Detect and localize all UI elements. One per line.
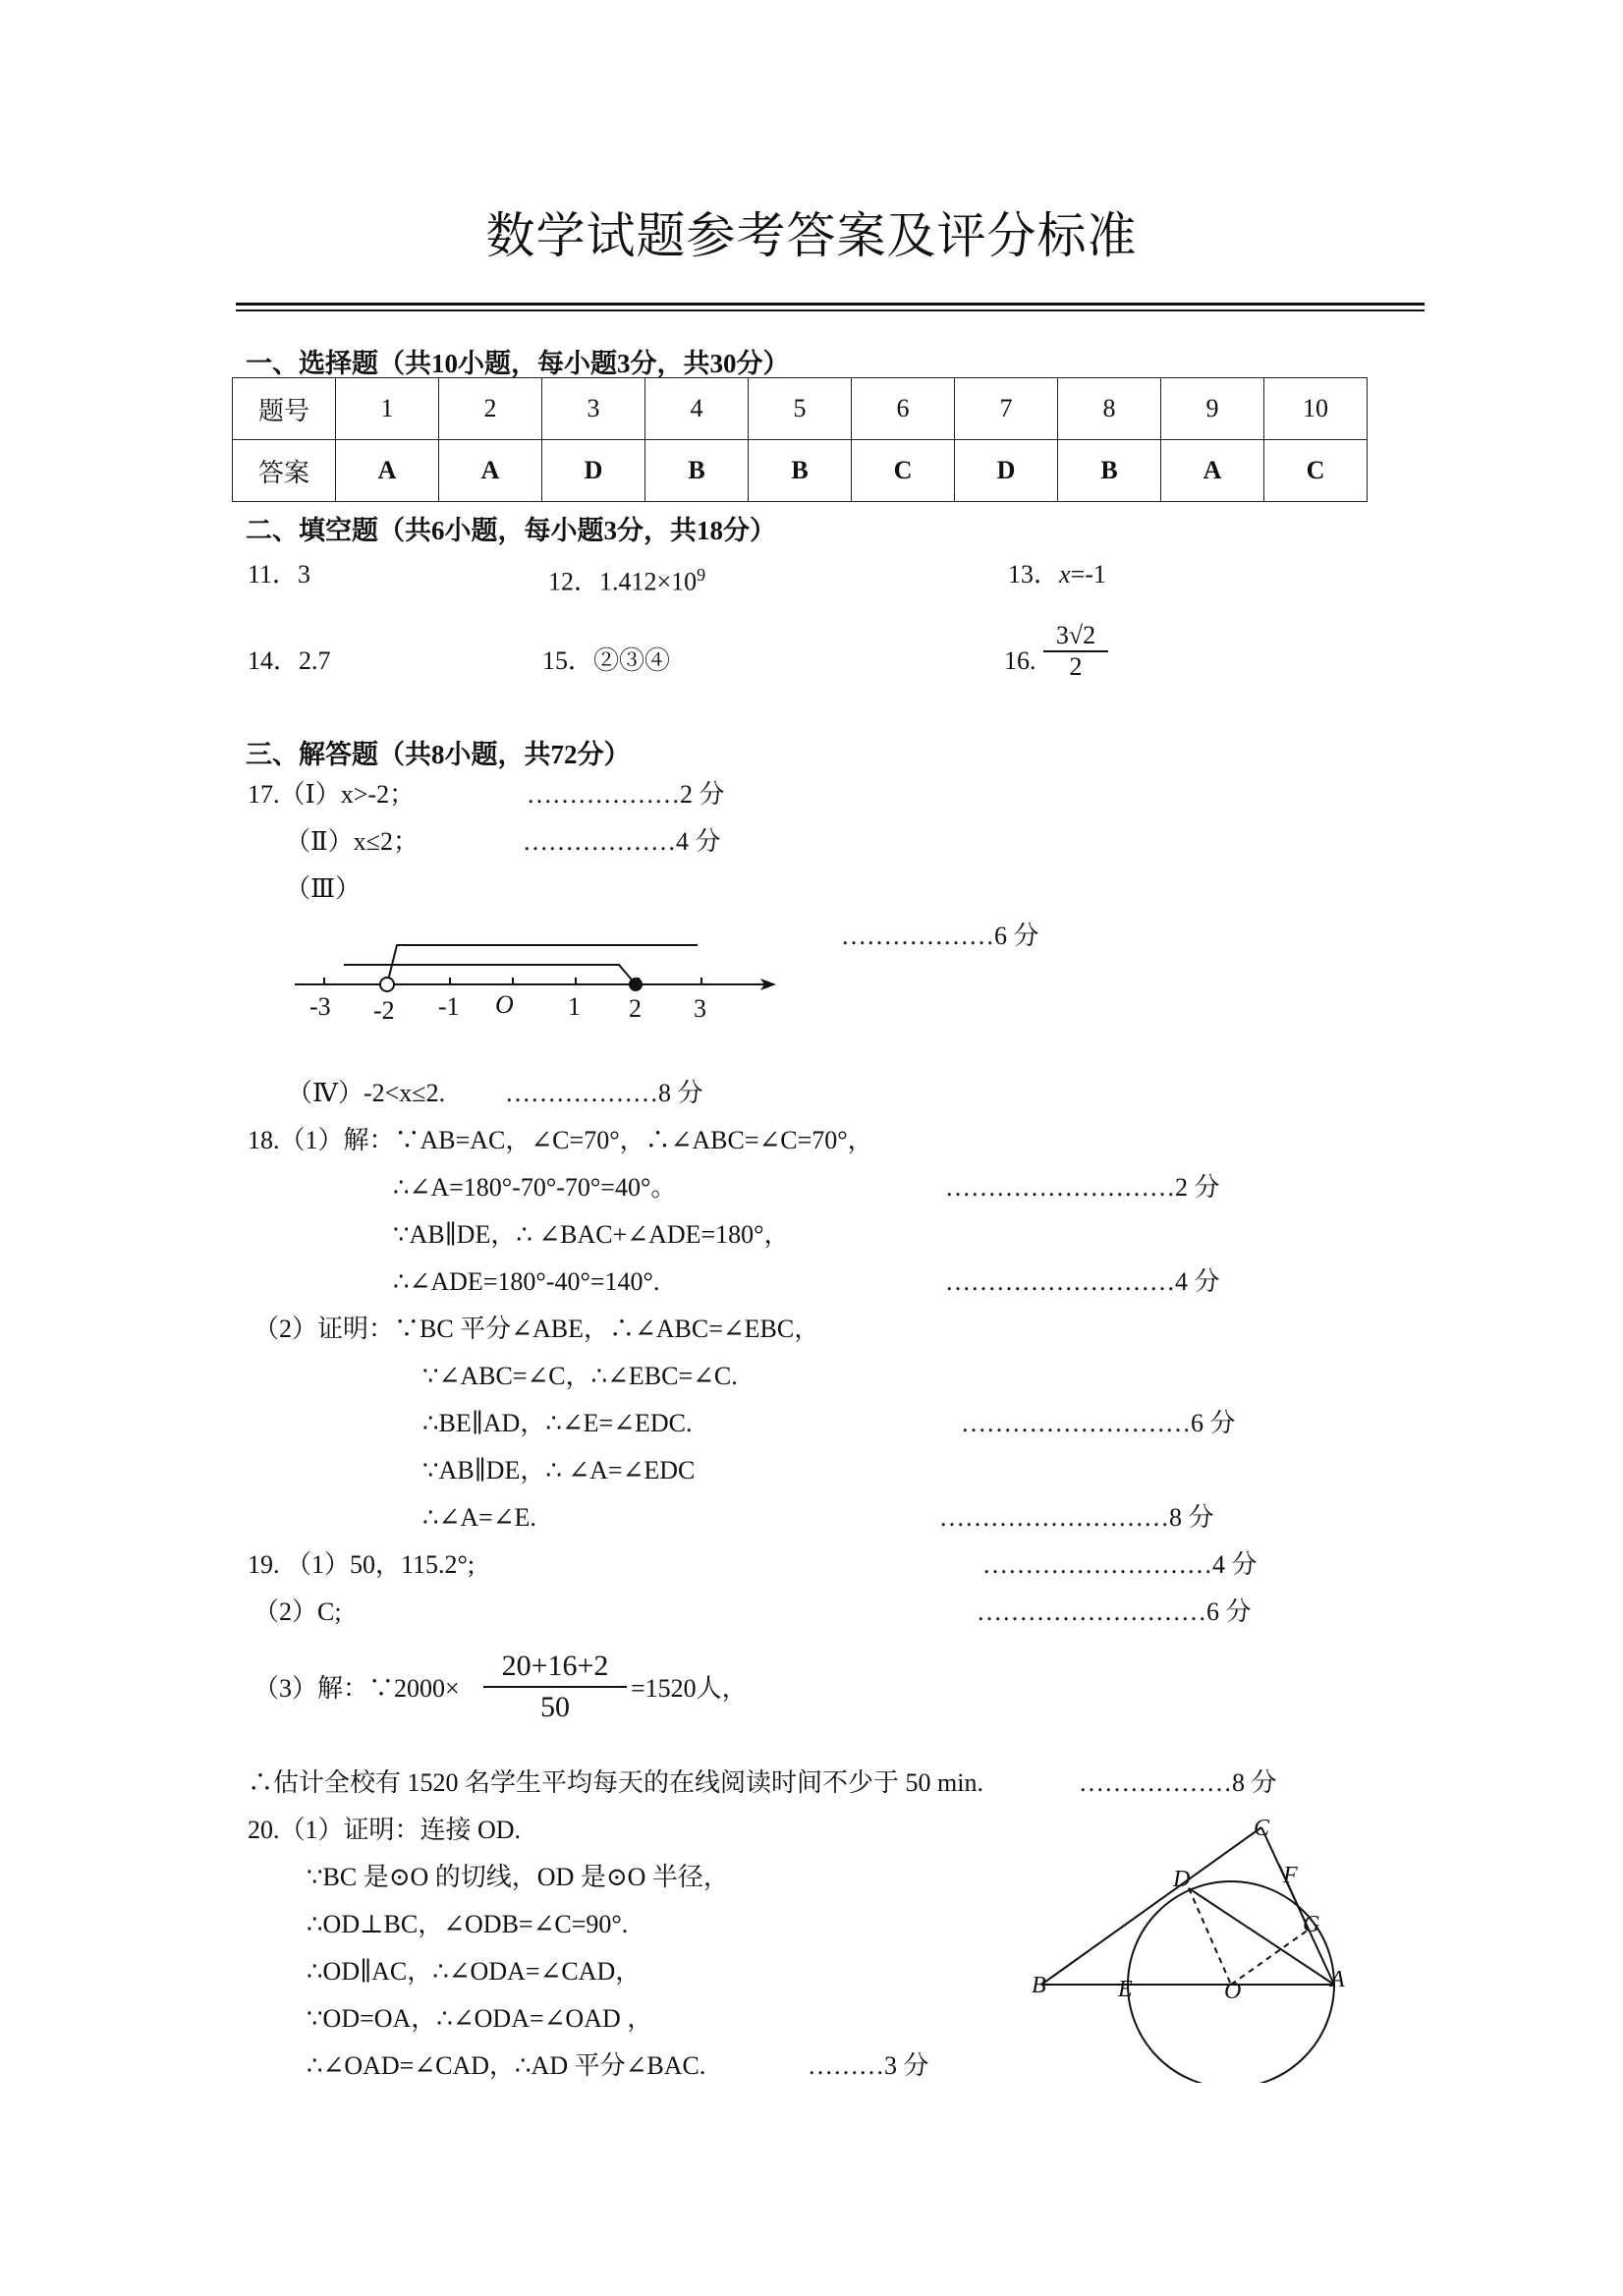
table-cell: C [852, 440, 955, 502]
q18-line4-score: ………………………4 分 [945, 1267, 1220, 1296]
q19-fraction [483, 1647, 627, 1727]
q17-line3: （Ⅲ） [285, 874, 362, 903]
tick-label-origin: O [495, 990, 514, 1019]
q18-line7-score: ………………………6 分 [961, 1409, 1236, 1437]
q17-line1: 17.（Ⅰ）x>-2； [248, 780, 416, 809]
q19-line1: 19. （1）50，115.2°; [248, 1550, 476, 1579]
filled-circle-2 [629, 978, 643, 991]
answer-q15: 15．②③④ [542, 646, 671, 675]
answer-q16-prefix: 16. [1004, 646, 1036, 675]
title-rule-top [236, 303, 1425, 306]
q20-line6-score: ………3 分 [808, 2051, 929, 2080]
q18-line3: ∵AB∥DE，∴ ∠BAC+∠ADE=180°， [393, 1220, 790, 1249]
section2-heading: 二、填空题（共6小题，每小题3分，共18分） [246, 516, 776, 545]
q17-line2: （Ⅱ）x≤2； [285, 827, 419, 856]
tick-label: -1 [438, 992, 460, 1021]
q20-line5: ∵OD=OA，∴∠ODA=∠OAD ， [307, 2004, 653, 2033]
title-rule-bottom [236, 309, 1425, 311]
table-row-answers [233, 440, 1368, 502]
point-label-e: E [1118, 1977, 1133, 2002]
fraction-numerator: 3√2 [1055, 621, 1096, 649]
section3-heading: 三、解答题（共8小题，共72分） [246, 740, 631, 769]
table-cell: 9 [1161, 378, 1264, 440]
table-cell: A [336, 440, 439, 502]
table-cell: 3 [542, 378, 645, 440]
tick-label: -2 [373, 996, 395, 1025]
fraction-denominator: 50 [483, 1686, 627, 1727]
table-cell: A [1161, 440, 1264, 502]
table-cell: 2 [439, 378, 542, 440]
q19-line4: ∴估计全校有 1520 名学生平均每天的在线阅读时间不少于 50 min. [248, 1768, 983, 1797]
table-cell: D [542, 440, 645, 502]
table-cell: 1 [336, 378, 439, 440]
table-cell: 10 [1264, 378, 1368, 440]
q17-line4: （Ⅳ）-2<x≤2. [287, 1079, 446, 1107]
tick-label: 1 [568, 992, 581, 1021]
q19-line4-score: ………………8 分 [1079, 1768, 1277, 1797]
q18-line1: 18.（1）解：∵AB=AC，∠C=70°，∴∠ABC=∠C=70°， [248, 1126, 873, 1154]
q18-line8: ∵AB∥DE，∴ ∠A=∠EDC [422, 1456, 696, 1484]
row-label-ans: 答案 [233, 440, 336, 502]
q18-line9-score: ………………………8 分 [939, 1503, 1214, 1532]
geometry-diagram [1022, 1808, 1375, 2083]
q19-line3-suffix: =1520人， [631, 1674, 748, 1703]
answer-q12: 12．$1.412\times 10^9$ [548, 565, 706, 596]
point-label-b: B [1032, 1973, 1046, 1998]
tick-label: 2 [629, 994, 642, 1023]
fraction-numerator: 20+16+2 [501, 1650, 609, 1682]
q17-line2-score: ………………4 分 [523, 827, 721, 856]
point-label-f: F [1283, 1863, 1298, 1888]
q18-line5: （2）证明：∵BC 平分∠ABE，∴∠ABC=∠EBC， [253, 1315, 820, 1343]
page-title: 数学试题参考答案及评分标准 [485, 208, 1138, 263]
answer-q11: 11．3 [248, 560, 311, 588]
q18-line2: ∴∠A=180°-70°-70°=40°。 [393, 1173, 677, 1202]
table-cell: D [955, 440, 1058, 502]
fraction-denominator: 2 [1043, 650, 1108, 682]
section1-heading: 一、选择题（共10小题，每小题3分，共30分） [246, 349, 790, 378]
table-cell: C [1264, 440, 1368, 502]
q18-line4: ∴∠ADE=180°-40°=140°. [393, 1267, 660, 1296]
table-cell: A [439, 440, 542, 502]
q20-line3: ∴OD⊥BC，∠ODB=∠C=90°. [307, 1910, 629, 1938]
tick-label: 3 [694, 994, 706, 1023]
table-cell: 8 [1058, 378, 1161, 440]
table-cell: B [645, 440, 749, 502]
q18-line2-score: ………………………2 分 [945, 1173, 1220, 1202]
q20-line4: ∴OD∥AC，∴∠ODA=∠CAD， [307, 1957, 642, 1986]
q17-line1-score: ………………2 分 [527, 780, 725, 809]
line-og-dashed [1231, 1930, 1309, 1985]
table-cell: B [749, 440, 852, 502]
answer-q13: 13．x=-1 [1008, 560, 1106, 588]
answer-q16-fraction [1043, 621, 1108, 682]
q19-line2: （2）C; [253, 1597, 342, 1626]
table-row-numbers [233, 378, 1368, 440]
open-circle-minus2 [380, 978, 394, 991]
point-label-a: A [1330, 1967, 1345, 1992]
point-label-c: C [1254, 1816, 1270, 1841]
q18-line6: ∵∠ABC=∠C，∴∠EBC=∠C. [422, 1362, 738, 1390]
q18-line7: ∴BE∥AD，∴∠E=∠EDC. [422, 1409, 693, 1437]
number-line-diagram [285, 924, 786, 1032]
q20-line2: ∵BC 是⊙O 的切线，OD 是⊙O 半径， [307, 1863, 729, 1891]
answer-q14: 14．2.7 [248, 646, 331, 675]
table-cell: 5 [749, 378, 852, 440]
q19-line2-score: ………………………6 分 [977, 1597, 1252, 1626]
q20-line1: 20.（1）证明：连接 OD. [248, 1816, 522, 1844]
table-cell: 7 [955, 378, 1058, 440]
point-label-o: O [1224, 1979, 1242, 2004]
point-label-d: D [1173, 1867, 1191, 1892]
q18-line9: ∴∠A=∠E. [422, 1503, 536, 1532]
q17-line3-score: ………………6 分 [841, 922, 1039, 950]
tick-label: -3 [309, 992, 331, 1021]
line-bc [1041, 1827, 1261, 1985]
table-cell: B [1058, 440, 1161, 502]
q19-line1-score: ………………………4 分 [982, 1550, 1258, 1579]
row-label-num: 题号 [233, 378, 336, 440]
point-label-g: G [1303, 1912, 1320, 1937]
answer-table [232, 377, 1368, 502]
table-cell: 4 [645, 378, 749, 440]
table-cell: 6 [852, 378, 955, 440]
q19-line3-prefix: （3）解：∵2000× [253, 1674, 460, 1703]
q20-line6: ∴∠OAD=∠CAD，∴AD 平分∠BAC. [307, 2051, 706, 2080]
q17-line4-score: ………………8 分 [505, 1079, 703, 1107]
